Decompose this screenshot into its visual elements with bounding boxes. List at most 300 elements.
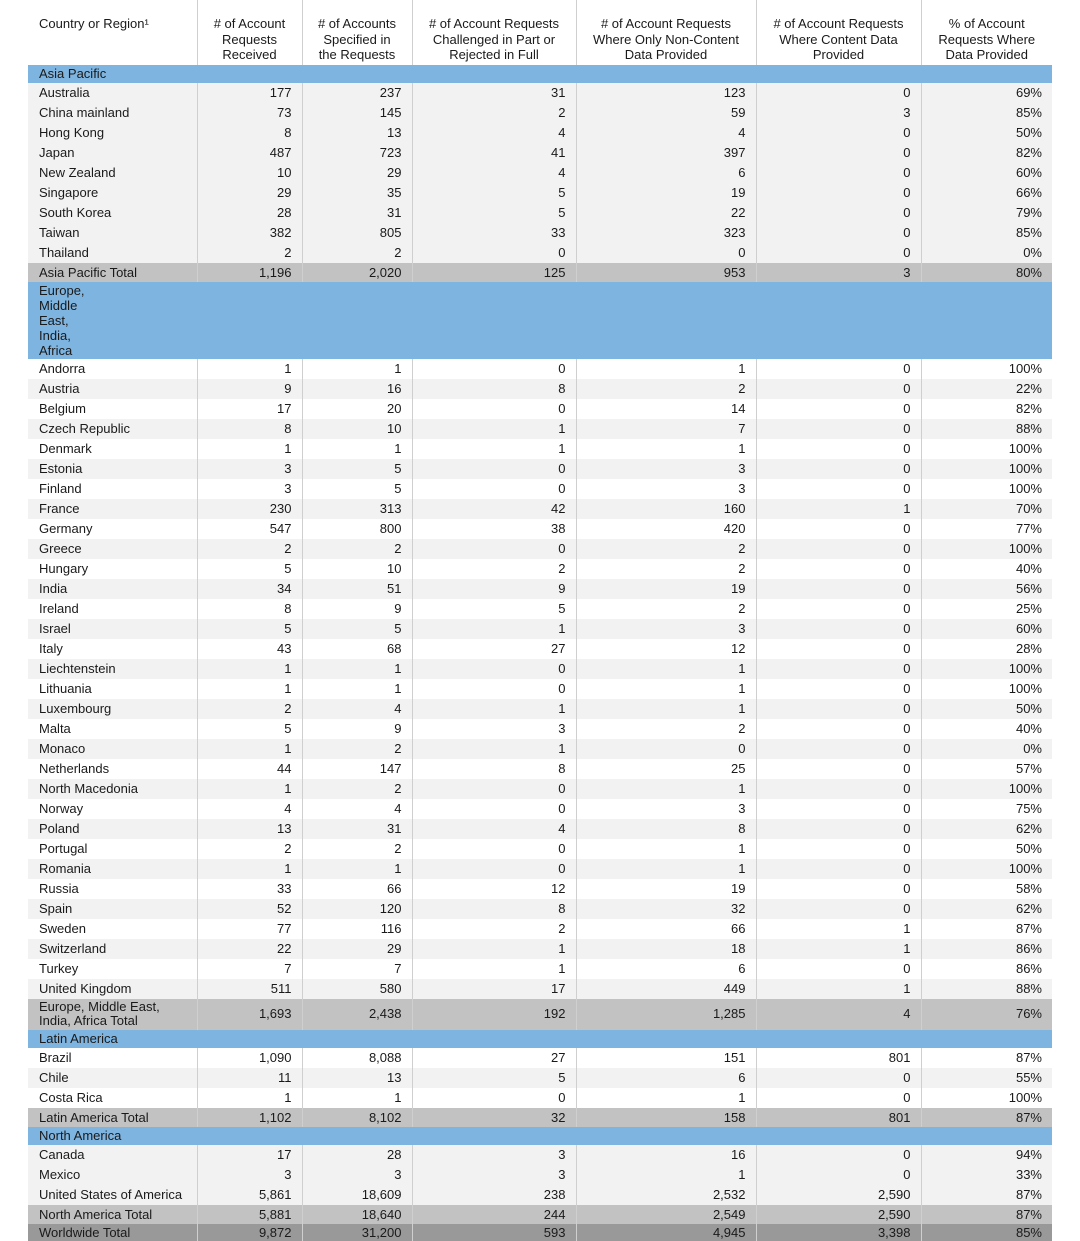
cell-challenged: 9 [412, 579, 576, 599]
table-row [28, 143, 1052, 163]
cell-accounts-specified: 237 [302, 83, 412, 103]
cell-accounts-specified: 51 [302, 579, 412, 599]
cell-accounts-specified: 805 [302, 223, 412, 243]
cell-non-content: 8 [576, 819, 756, 839]
region-header-empty-cell [576, 65, 756, 83]
cell-country: China mainland [28, 103, 197, 123]
cell-country: Czech Republic [28, 419, 197, 439]
region-header-empty-cell [756, 282, 921, 359]
cell-country: Finland [39, 480, 82, 496]
cell-content: 0 [756, 143, 921, 163]
region-header-empty-cell [302, 282, 412, 359]
cell-accounts-specified: 4 [302, 799, 412, 819]
header-non-content-provided: # of Account Requests Where Only Non-Content Data Provided [576, 0, 756, 65]
region-header-empty-cell [302, 1127, 412, 1145]
cell-percent: 50% [921, 123, 1052, 143]
table-row [28, 919, 1052, 939]
cell-non-content: 160 [576, 499, 756, 519]
region-header-empty-cell [921, 282, 1052, 359]
cell-challenged: 31 [412, 83, 576, 103]
region-header-empty-cell [921, 65, 1052, 83]
region-header-empty-cell [576, 1127, 756, 1145]
cell-requests-received: 8 [197, 419, 302, 439]
cell-accounts-specified: 7 [302, 959, 412, 979]
cell-content: 801 [756, 1108, 921, 1127]
table-row [28, 539, 1052, 559]
region-header-empty-cell [412, 1127, 576, 1145]
cell-requests-received: 9 [197, 379, 302, 399]
header-row [28, 0, 1052, 65]
cell-requests-received: 1,090 [197, 1048, 302, 1068]
cell-content: 0 [756, 679, 921, 699]
cell-challenged: 244 [412, 1205, 576, 1224]
cell-country: Belgium [39, 400, 86, 416]
cell-content: 0 [756, 839, 921, 859]
cell-content: 1 [756, 499, 921, 519]
cell-accounts-specified: 2 [302, 539, 412, 559]
cell-country: Ireland [39, 600, 79, 616]
cell-non-content: 1 [576, 859, 756, 879]
cell-requests-received: 1 [197, 1088, 302, 1108]
cell-non-content: 66 [576, 919, 756, 939]
table-row [28, 659, 1052, 679]
table-row [28, 163, 1052, 183]
cell-percent: 70% [921, 499, 1052, 519]
cell-percent: 40% [921, 719, 1052, 739]
cell-requests-received: 7 [197, 959, 302, 979]
cell-non-content: 19 [576, 579, 756, 599]
cell-accounts-specified: 2 [302, 779, 412, 799]
cell-percent: 25% [921, 599, 1052, 619]
cell-accounts-specified: 68 [302, 639, 412, 659]
cell-country: Liechtenstein [28, 659, 197, 679]
cell-content: 0 [756, 439, 921, 459]
region-header-row [28, 1127, 1052, 1145]
cell-non-content: 14 [576, 399, 756, 419]
cell-challenged: 0 [412, 779, 576, 799]
cell-challenged: 8 [412, 379, 576, 399]
table-row [28, 799, 1052, 819]
cell-content: 0 [756, 779, 921, 799]
cell-non-content: 16 [576, 1145, 756, 1165]
cell-content: 0 [756, 699, 921, 719]
cell-content: 3 [756, 263, 921, 282]
cell-challenged: 1 [412, 619, 576, 639]
cell-percent: 87% [921, 1185, 1052, 1205]
cell-accounts-specified: 2 [302, 243, 412, 263]
cell-percent: 50% [921, 839, 1052, 859]
cell-content: 0 [756, 599, 921, 619]
cell-requests-received: 22 [197, 939, 302, 959]
cell-challenged: 8 [412, 759, 576, 779]
cell-accounts-specified: 28 [302, 1145, 412, 1165]
cell-challenged: 2 [412, 559, 576, 579]
cell-challenged: 5 [412, 183, 576, 203]
cell-challenged: 0 [412, 399, 576, 419]
cell-content: 0 [756, 1165, 921, 1185]
cell-requests-received: 5 [197, 559, 302, 579]
cell-percent: 57% [921, 759, 1052, 779]
cell-challenged: 2 [412, 103, 576, 123]
cell-requests-received: 9,872 [197, 1224, 302, 1241]
cell-requests-received: 17 [197, 1145, 302, 1165]
table-row [28, 379, 1052, 399]
cell-country: Singapore [28, 183, 197, 203]
cell-country: Chile [28, 1068, 197, 1088]
cell-requests-received: 1 [197, 359, 302, 379]
cell-percent: 33% [921, 1165, 1052, 1185]
cell-percent: 87% [921, 919, 1052, 939]
table-row [28, 859, 1052, 879]
cell-challenged: 0 [412, 359, 576, 379]
table-row [28, 479, 1052, 499]
cell-country: Greece [28, 539, 197, 559]
cell-requests-received: 3 [197, 479, 302, 499]
cell-country: Netherlands [39, 760, 110, 776]
cell-content: 0 [756, 879, 921, 899]
cell-challenged: 42 [412, 499, 576, 519]
region-header-empty-cell [576, 282, 756, 359]
table-row [28, 459, 1052, 479]
cell-requests-received: 487 [197, 143, 302, 163]
cell-accounts-specified: 8,102 [302, 1108, 412, 1127]
cell-content: 0 [756, 379, 921, 399]
cell-non-content: 19 [576, 879, 756, 899]
region-header-empty-cell [412, 65, 576, 83]
region-header-empty-cell [302, 65, 412, 83]
cell-content: 0 [756, 899, 921, 919]
table-row [28, 203, 1052, 223]
cell-challenged: 593 [412, 1224, 576, 1241]
cell-non-content: 2 [576, 379, 756, 399]
cell-percent: 60% [921, 163, 1052, 183]
cell-challenged: 1 [412, 439, 576, 459]
cell-non-content: 2,532 [576, 1185, 756, 1205]
cell-content: 0 [756, 83, 921, 103]
cell-requests-received: 3 [197, 459, 302, 479]
table-row [28, 959, 1052, 979]
cell-percent: 100% [921, 459, 1052, 479]
cell-challenged: 0 [412, 799, 576, 819]
cell-accounts-specified: 1 [302, 859, 412, 879]
cell-percent: 0% [921, 739, 1052, 759]
table-row [28, 399, 1052, 419]
region-header-row [28, 65, 1052, 83]
region-total-row [28, 1205, 1052, 1224]
cell-requests-received: 230 [197, 499, 302, 519]
cell-content: 0 [756, 399, 921, 419]
cell-non-content: 0 [576, 739, 756, 759]
table-row [28, 83, 1052, 103]
cell-content: 0 [756, 203, 921, 223]
cell-non-content: 1,285 [576, 999, 756, 1030]
cell-percent: 58% [921, 879, 1052, 899]
cell-challenged: 0 [412, 659, 576, 679]
cell-requests-received: 11 [197, 1068, 302, 1088]
cell-content: 0 [756, 739, 921, 759]
cell-non-content: 151 [576, 1048, 756, 1068]
cell-accounts-specified: 1 [302, 1088, 412, 1108]
cell-non-content: 4,945 [576, 1224, 756, 1241]
cell-requests-received: 34 [197, 579, 302, 599]
cell-country: Taiwan [28, 223, 197, 243]
table-row [28, 759, 1052, 779]
cell-percent: 100% [921, 439, 1052, 459]
cell-country: Romania [28, 859, 197, 879]
cell-content: 0 [756, 659, 921, 679]
table-row [28, 559, 1052, 579]
header-content-provided: # of Account Requests Where Content Data Provided [756, 0, 921, 65]
cell-requests-received: 33 [197, 879, 302, 899]
cell-accounts-specified: 9 [302, 599, 412, 619]
data-table-container [28, 0, 1052, 1241]
cell-percent: 86% [921, 939, 1052, 959]
cell-percent: 75% [921, 799, 1052, 819]
cell-percent: 88% [921, 979, 1052, 999]
cell-country: Australia [28, 83, 197, 103]
cell-accounts-specified: 35 [302, 183, 412, 203]
cell-accounts-specified: 2,438 [302, 999, 412, 1030]
worldwide-total-row [28, 1224, 1052, 1241]
cell-country: Hong Kong [28, 123, 197, 143]
cell-non-content: 1 [576, 659, 756, 679]
cell-challenged: 1 [412, 739, 576, 759]
cell-non-content: 6 [576, 959, 756, 979]
cell-content: 0 [756, 579, 921, 599]
cell-challenged: 1 [412, 959, 576, 979]
cell-accounts-specified: 4 [302, 699, 412, 719]
region-name: Europe, Middle East, India, Africa [28, 282, 197, 359]
cell-content: 0 [756, 719, 921, 739]
cell-challenged: 12 [412, 879, 576, 899]
table-row [28, 223, 1052, 243]
cell-accounts-specified: 31 [302, 203, 412, 223]
region-header-empty-cell [756, 1030, 921, 1048]
region-header-empty-cell [412, 1030, 576, 1048]
cell-percent: 88% [921, 419, 1052, 439]
cell-country: France [28, 499, 197, 519]
cell-accounts-specified: 313 [302, 499, 412, 519]
table-row [28, 779, 1052, 799]
cell-percent: 69% [921, 83, 1052, 103]
cell-content: 0 [756, 1068, 921, 1088]
cell-percent: 85% [921, 223, 1052, 243]
cell-content: 0 [756, 759, 921, 779]
cell-country: Andorra [39, 360, 86, 376]
cell-requests-received: 43 [197, 639, 302, 659]
cell-non-content: 2 [576, 599, 756, 619]
cell-percent: 50% [921, 699, 1052, 719]
cell-percent: 55% [921, 1068, 1052, 1088]
header-requests-challenged: # of Account Requests Challenged in Part or Rejected in Full [412, 0, 576, 65]
region-name: North America [28, 1127, 197, 1145]
cell-percent: 100% [921, 679, 1052, 699]
cell-content: 0 [756, 1145, 921, 1165]
header-percent-provided: % of Account Requests Where Data Provided [921, 0, 1052, 65]
cell-non-content: 953 [576, 263, 756, 282]
cell-percent: 85% [921, 103, 1052, 123]
cell-percent: 100% [921, 539, 1052, 559]
cell-accounts-specified: 5 [302, 619, 412, 639]
cell-accounts-specified: 18,609 [302, 1185, 412, 1205]
cell-challenged: 17 [412, 979, 576, 999]
table-row [28, 1048, 1052, 1068]
table-row [28, 599, 1052, 619]
cell-requests-received: 5 [197, 719, 302, 739]
cell-percent: 28% [921, 639, 1052, 659]
region-header-empty-cell [756, 65, 921, 83]
cell-challenged: 0 [412, 1088, 576, 1108]
cell-country: Luxembourg [28, 699, 197, 719]
cell-accounts-specified: 1 [302, 679, 412, 699]
cell-challenged: 33 [412, 223, 576, 243]
cell-accounts-specified: 1 [302, 439, 412, 459]
cell-accounts-specified: 29 [302, 163, 412, 183]
cell-challenged: 27 [412, 1048, 576, 1068]
cell-accounts-specified: 29 [302, 939, 412, 959]
cell-challenged: 0 [412, 479, 576, 499]
cell-non-content: 1 [576, 359, 756, 379]
region-header-row [28, 1030, 1052, 1048]
cell-non-content: 6 [576, 1068, 756, 1088]
cell-accounts-specified: 10 [302, 559, 412, 579]
cell-challenged: 192 [412, 999, 576, 1030]
cell-requests-received: 3 [197, 1165, 302, 1185]
cell-non-content: 158 [576, 1108, 756, 1127]
cell-challenged: 0 [412, 679, 576, 699]
cell-accounts-specified: 9 [302, 719, 412, 739]
cell-percent: 87% [921, 1205, 1052, 1224]
cell-requests-received: 382 [197, 223, 302, 243]
cell-non-content: 123 [576, 83, 756, 103]
table-row [28, 359, 1052, 379]
cell-content: 0 [756, 959, 921, 979]
cell-requests-received: 52 [197, 899, 302, 919]
cell-non-content: 323 [576, 223, 756, 243]
cell-requests-received: 1 [197, 679, 302, 699]
region-header-empty-cell [197, 282, 302, 359]
cell-country: Hungary [39, 560, 89, 576]
table-row [28, 679, 1052, 699]
cell-requests-received: 5 [197, 619, 302, 639]
cell-accounts-specified: 116 [302, 919, 412, 939]
cell-non-content: 1 [576, 1088, 756, 1108]
table-row [28, 839, 1052, 859]
table-row [28, 739, 1052, 759]
cell-accounts-specified: 31 [302, 819, 412, 839]
cell-percent: 62% [921, 899, 1052, 919]
table-row [28, 243, 1052, 263]
region-header-empty-cell [921, 1030, 1052, 1048]
cell-content: 0 [756, 163, 921, 183]
cell-country: New Zealand [28, 163, 197, 183]
cell-requests-received: 2 [197, 699, 302, 719]
cell-requests-received: 1 [197, 739, 302, 759]
cell-challenged: 3 [412, 1145, 576, 1165]
cell-content: 0 [756, 223, 921, 243]
cell-requests-received: 28 [197, 203, 302, 223]
cell-accounts-specified: 20 [302, 399, 412, 419]
cell-country: Spain [28, 899, 197, 919]
cell-percent: 60% [921, 619, 1052, 639]
cell-country: Costa Rica [39, 1089, 103, 1105]
cell-requests-received: 1 [197, 779, 302, 799]
cell-content: 0 [756, 619, 921, 639]
cell-challenged: 1 [412, 419, 576, 439]
cell-country: Worldwide Total [28, 1224, 197, 1241]
cell-requests-received: 8 [197, 123, 302, 143]
cell-non-content: 3 [576, 619, 756, 639]
cell-accounts-specified: 3 [302, 1165, 412, 1185]
cell-accounts-specified: 800 [302, 519, 412, 539]
cell-percent: 77% [921, 519, 1052, 539]
cell-percent: 0% [921, 243, 1052, 263]
region-header-empty-cell [302, 1030, 412, 1048]
cell-content: 0 [756, 459, 921, 479]
cell-non-content: 1 [576, 679, 756, 699]
table-row [28, 1088, 1052, 1108]
region-header-empty-cell [576, 1030, 756, 1048]
cell-percent: 100% [921, 359, 1052, 379]
cell-country: Europe, Middle East, India, Africa Total [28, 999, 197, 1030]
cell-requests-received: 4 [197, 799, 302, 819]
cell-challenged: 1 [412, 699, 576, 719]
table-row [28, 1165, 1052, 1185]
cell-accounts-specified: 2 [302, 839, 412, 859]
table-body [28, 65, 1052, 1241]
cell-content: 1 [756, 919, 921, 939]
cell-non-content: 420 [576, 519, 756, 539]
cell-percent: 40% [921, 559, 1052, 579]
region-total-row [28, 999, 1052, 1030]
cell-requests-received: 5,861 [197, 1185, 302, 1205]
cell-requests-received: 8 [197, 599, 302, 619]
cell-content: 0 [756, 183, 921, 203]
region-header-empty-cell [756, 1127, 921, 1145]
cell-non-content: 4 [576, 123, 756, 143]
cell-accounts-specified: 1 [302, 359, 412, 379]
table-row [28, 499, 1052, 519]
cell-requests-received: 77 [197, 919, 302, 939]
cell-requests-received: 2 [197, 243, 302, 263]
cell-requests-received: 2 [197, 539, 302, 559]
cell-non-content: 19 [576, 183, 756, 203]
cell-country: Israel [28, 619, 197, 639]
cell-non-content: 6 [576, 163, 756, 183]
cell-content: 0 [756, 419, 921, 439]
cell-content: 0 [756, 639, 921, 659]
cell-accounts-specified: 5 [302, 459, 412, 479]
cell-non-content: 22 [576, 203, 756, 223]
cell-percent: 100% [921, 479, 1052, 499]
cell-challenged: 5 [412, 599, 576, 619]
cell-non-content: 18 [576, 939, 756, 959]
region-header-empty-cell [921, 1127, 1052, 1145]
cell-content: 1 [756, 979, 921, 999]
cell-challenged: 8 [412, 899, 576, 919]
cell-percent: 100% [921, 779, 1052, 799]
cell-country: South Korea [28, 203, 197, 223]
cell-country: Austria [28, 379, 197, 399]
cell-requests-received: 73 [197, 103, 302, 123]
cell-non-content: 7 [576, 419, 756, 439]
cell-content: 1 [756, 939, 921, 959]
account-requests-table [28, 0, 1052, 1241]
table-row [28, 819, 1052, 839]
cell-percent: 94% [921, 1145, 1052, 1165]
table-row [28, 123, 1052, 143]
cell-challenged: 3 [412, 1165, 576, 1185]
